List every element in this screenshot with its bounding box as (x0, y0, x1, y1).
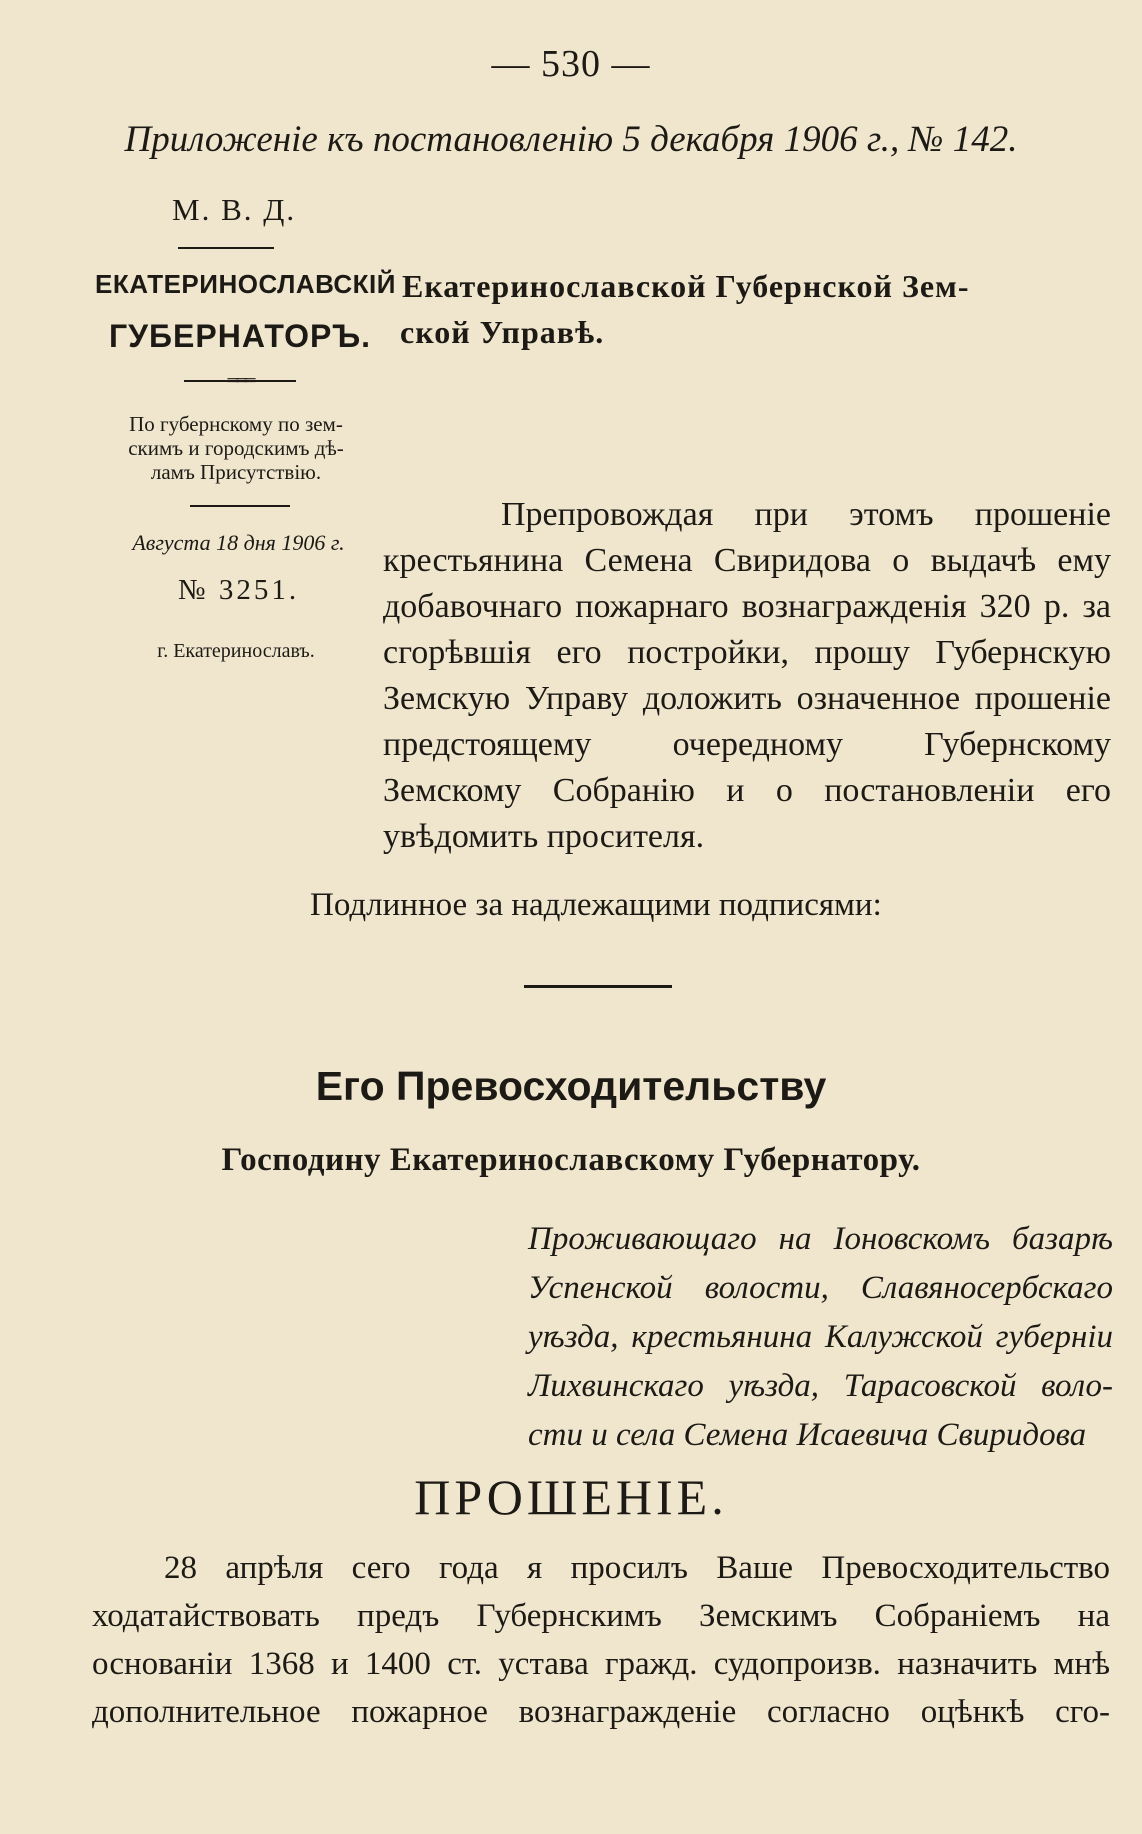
department-block (86, 412, 386, 484)
governor-address: Господину Екатеринославскому Губернатору. (221, 1142, 921, 1178)
residence-line5: сти и села Семена Исаевича Свиридова (528, 1417, 1087, 1453)
appendix-line: Приложенiе къ постановленiю 5 декабря 1906 г., № 142. (124, 119, 1018, 160)
document-number: № 3251. (177, 574, 300, 606)
excellency-heading: Его Превосходительству (315, 1063, 827, 1109)
petition-title: ПРОШЕНIЕ. (414, 1469, 728, 1525)
cover-letter-text: Препровождая при этомъ прошенiе крестьянина Семена Свиридова о выдачѣ ему добавочнаго пожарнаго вознагражденiя 320 р. за сгорѣвшiя его постройки, прошу Губернскую Земскую Управу доложить означенное прошенiе предстоящему очередному Губернскому Земскому Собранiю и о постановленiи его увѣдомить просителя. (383, 496, 1111, 855)
department-line3: ламъ Присутствiю. (150, 460, 322, 485)
residence-block (528, 1215, 1113, 1460)
department-line2: скимъ и городскимъ дѣ- (128, 436, 344, 461)
ministry-label: М. В. Д. (172, 192, 297, 227)
residence-line4: Лихвинскаго уѣзда, Тарасовской воло- (528, 1368, 1113, 1404)
signature-note: Подлинное за надлежащими подписями: (310, 887, 882, 923)
page-number: — 530 — (491, 43, 651, 85)
governor-title-line1: ЕКАТЕРИНОСЛАВСКIЙ (95, 269, 396, 299)
petition-body (92, 1544, 1110, 1736)
residence-line3: уѣзда, крестьянина Калужской губернiи (528, 1319, 1113, 1355)
header-rule (178, 247, 274, 249)
section-separator (524, 985, 672, 988)
ornament-mark: ═══ (227, 372, 253, 389)
governor-title-line2: ГУБЕРНАТОРЪ. (108, 318, 372, 354)
petition-text: 28 апрѣля сего года я просилъ Ваше Превосходительство ходатайствовать предъ Губернскимъ Земскимъ Собранiемъ на основанiи 1368 и 1400 ст. устава гражд. судопроизв. назначить мнѣ дополнительное пожарное вознагражденiе согласно оцѣнкѣ сго- (92, 1550, 1110, 1730)
cover-letter-body (383, 492, 1111, 860)
date-rule (190, 505, 290, 507)
addressee-line2: ской Управѣ. (400, 314, 605, 350)
residence-line1: Проживающаго на Iоновскомъ базарѣ (528, 1221, 1113, 1257)
addressee-line1: Екатеринославской Губернской Зем- (402, 268, 970, 304)
department-line1: По губернскому по зем- (129, 412, 343, 436)
residence-line2: Успенской волости, Славяносербскаго (528, 1270, 1113, 1306)
date-line: Августа 18 дня 1906 г. (132, 530, 345, 555)
city-line: г. Екатеринославъ. (157, 640, 315, 662)
